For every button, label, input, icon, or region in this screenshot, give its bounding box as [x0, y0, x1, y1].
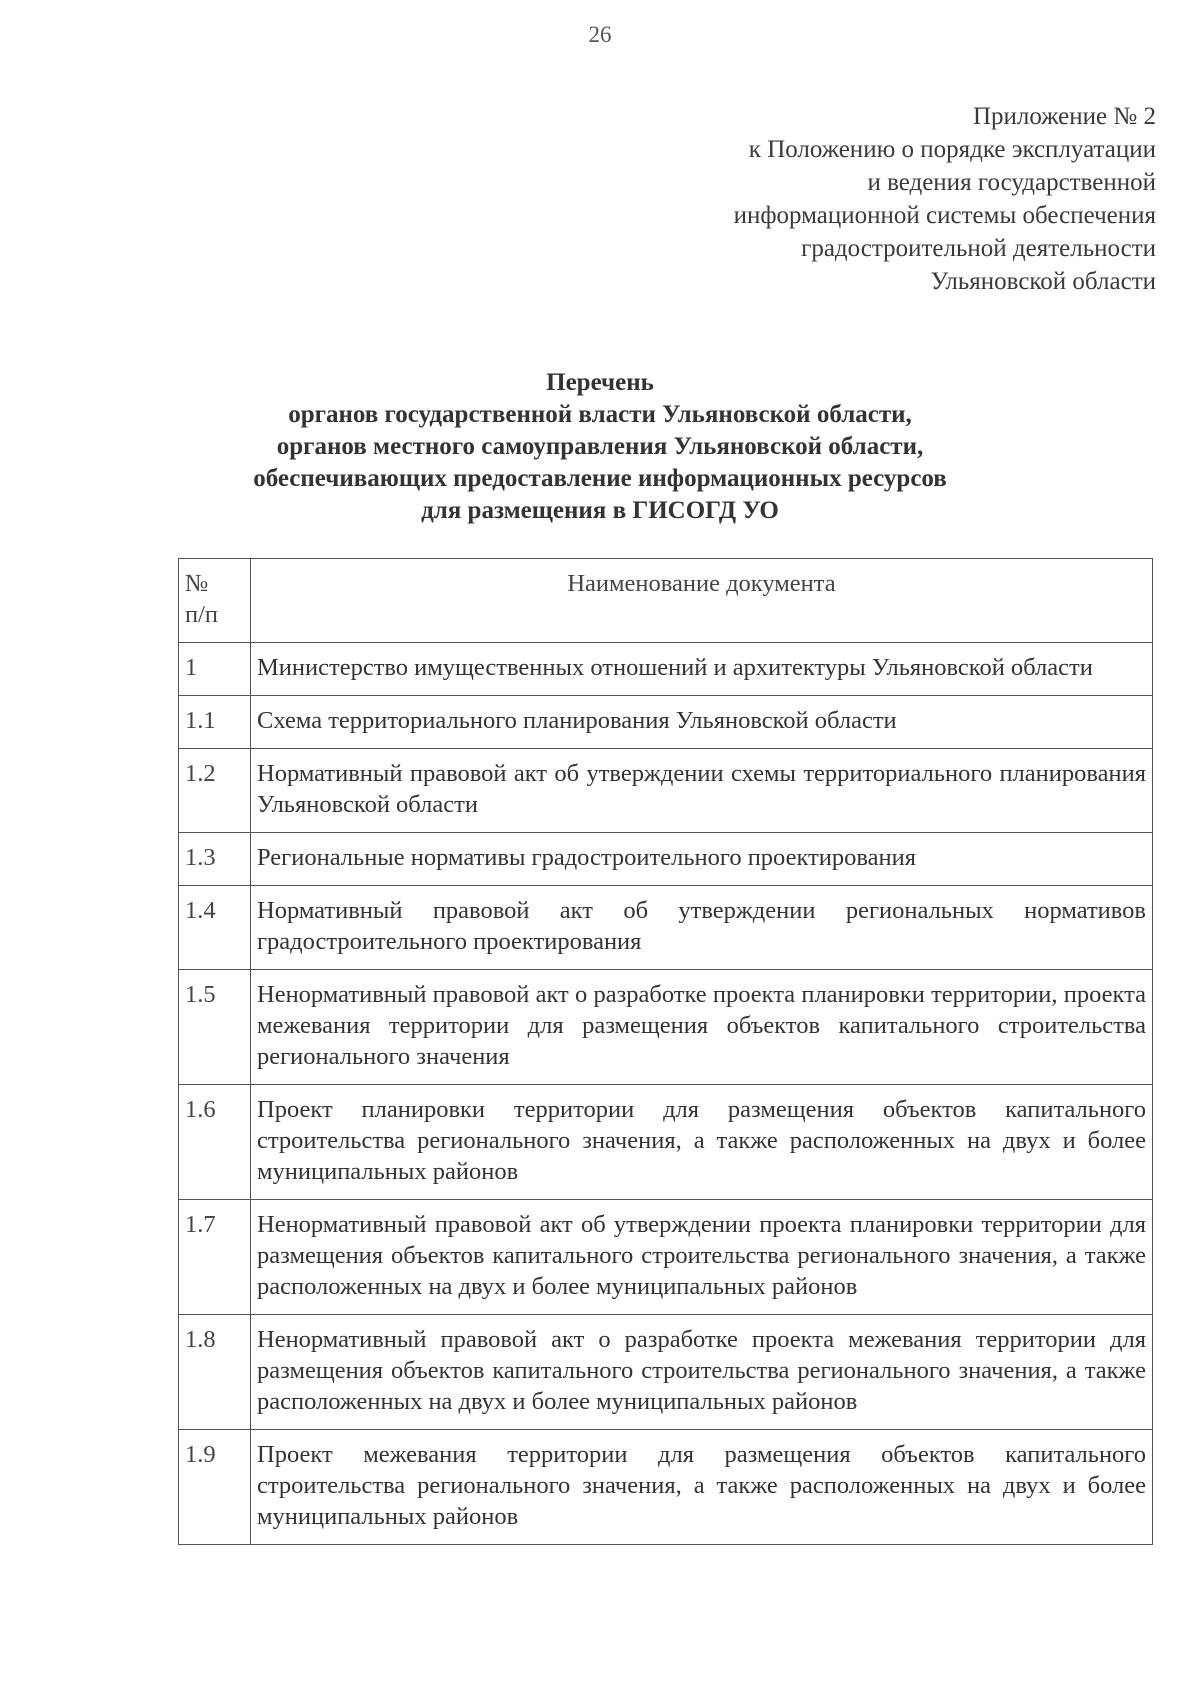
row-document-name: Ненормативный правовой акт о разработке проекта межевания территории для размещения объектов капитального строительства регионального значения, а также расположенных на двух и более муниципальных районов: [251, 1315, 1153, 1430]
row-number: 1.6: [179, 1085, 251, 1200]
table-row: [179, 1200, 1153, 1315]
row-document-name: Нормативный правовой акт об утверждении схемы территориального планирования Ульяновской области: [251, 749, 1153, 833]
title-line: обеспечивающих предоставление информационных ресурсов: [253, 465, 947, 492]
table-row: [179, 1315, 1153, 1430]
table-row: [179, 749, 1153, 833]
table-row: [179, 696, 1153, 749]
title-line: для размещения в ГИСОГД УО: [421, 497, 779, 524]
header-number: № п/п: [179, 559, 251, 643]
row-document-name: Проект межевания территории для размещения объектов капитального строительства регионального значения, а также расположенных на двух и более муниципальных районов: [251, 1430, 1153, 1545]
appendix-block: [596, 100, 1156, 298]
page-number: 26: [588, 22, 612, 47]
row-document-name: Министерство имущественных отношений и архитектуры Ульяновской области: [251, 643, 1153, 696]
appendix-line: информационной системы обеспечения: [733, 202, 1156, 229]
row-number: 1.5: [179, 970, 251, 1085]
appendix-line: к Положению о порядке эксплуатации: [748, 136, 1156, 163]
appendix-line: и ведения государственной: [867, 169, 1156, 196]
table-row: [179, 643, 1153, 696]
row-number: 1.3: [179, 833, 251, 886]
table-row: [179, 833, 1153, 886]
row-number: 1.2: [179, 749, 251, 833]
row-document-name: Ненормативный правовой акт об утверждении проекта планировки территории для размещения объектов капитального строительства регионального значения, а также расположенных на двух и более муниципальных районов: [251, 1200, 1153, 1315]
row-number: 1.9: [179, 1430, 251, 1545]
appendix-line: Приложение № 2: [972, 103, 1156, 130]
row-number: 1: [179, 643, 251, 696]
table-row: [179, 1430, 1153, 1545]
table-body: [179, 643, 1153, 1545]
table-row: [179, 1085, 1153, 1200]
title-line: органов государственной власти Ульяновской области,: [288, 401, 912, 428]
title-line: органов местного самоуправления Ульяновской области,: [276, 433, 924, 460]
row-document-name: Нормативный правовой акт об утверждении региональных нормативов градостроительного проектирования: [251, 886, 1153, 970]
table-header-row: [179, 559, 1153, 643]
documents-table: [178, 558, 1153, 1545]
row-document-name: Схема территориального планирования Ульяновской области: [251, 696, 1153, 749]
title-line: Перечень: [546, 369, 654, 396]
table-row: [179, 886, 1153, 970]
row-number: 1.7: [179, 1200, 251, 1315]
row-document-name: Проект планировки территории для размещения объектов капитального строительства регионального значения, а также расположенных на двух и более муниципальных районов: [251, 1085, 1153, 1200]
row-number: 1.1: [179, 696, 251, 749]
appendix-line: Ульяновской области: [930, 268, 1156, 295]
row-number: 1.4: [179, 886, 251, 970]
document-title: [0, 367, 1200, 527]
row-document-name: Региональные нормативы градостроительного проектирования: [251, 833, 1153, 886]
header-document-name: Наименование документа: [251, 559, 1153, 643]
row-number: 1.8: [179, 1315, 251, 1430]
row-document-name: Ненормативный правовой акт о разработке проекта планировки территории, проекта межевания территории для размещения объектов капитального строительства регионального значения: [251, 970, 1153, 1085]
table-row: [179, 970, 1153, 1085]
appendix-line: градостроительной деятельности: [801, 235, 1156, 262]
